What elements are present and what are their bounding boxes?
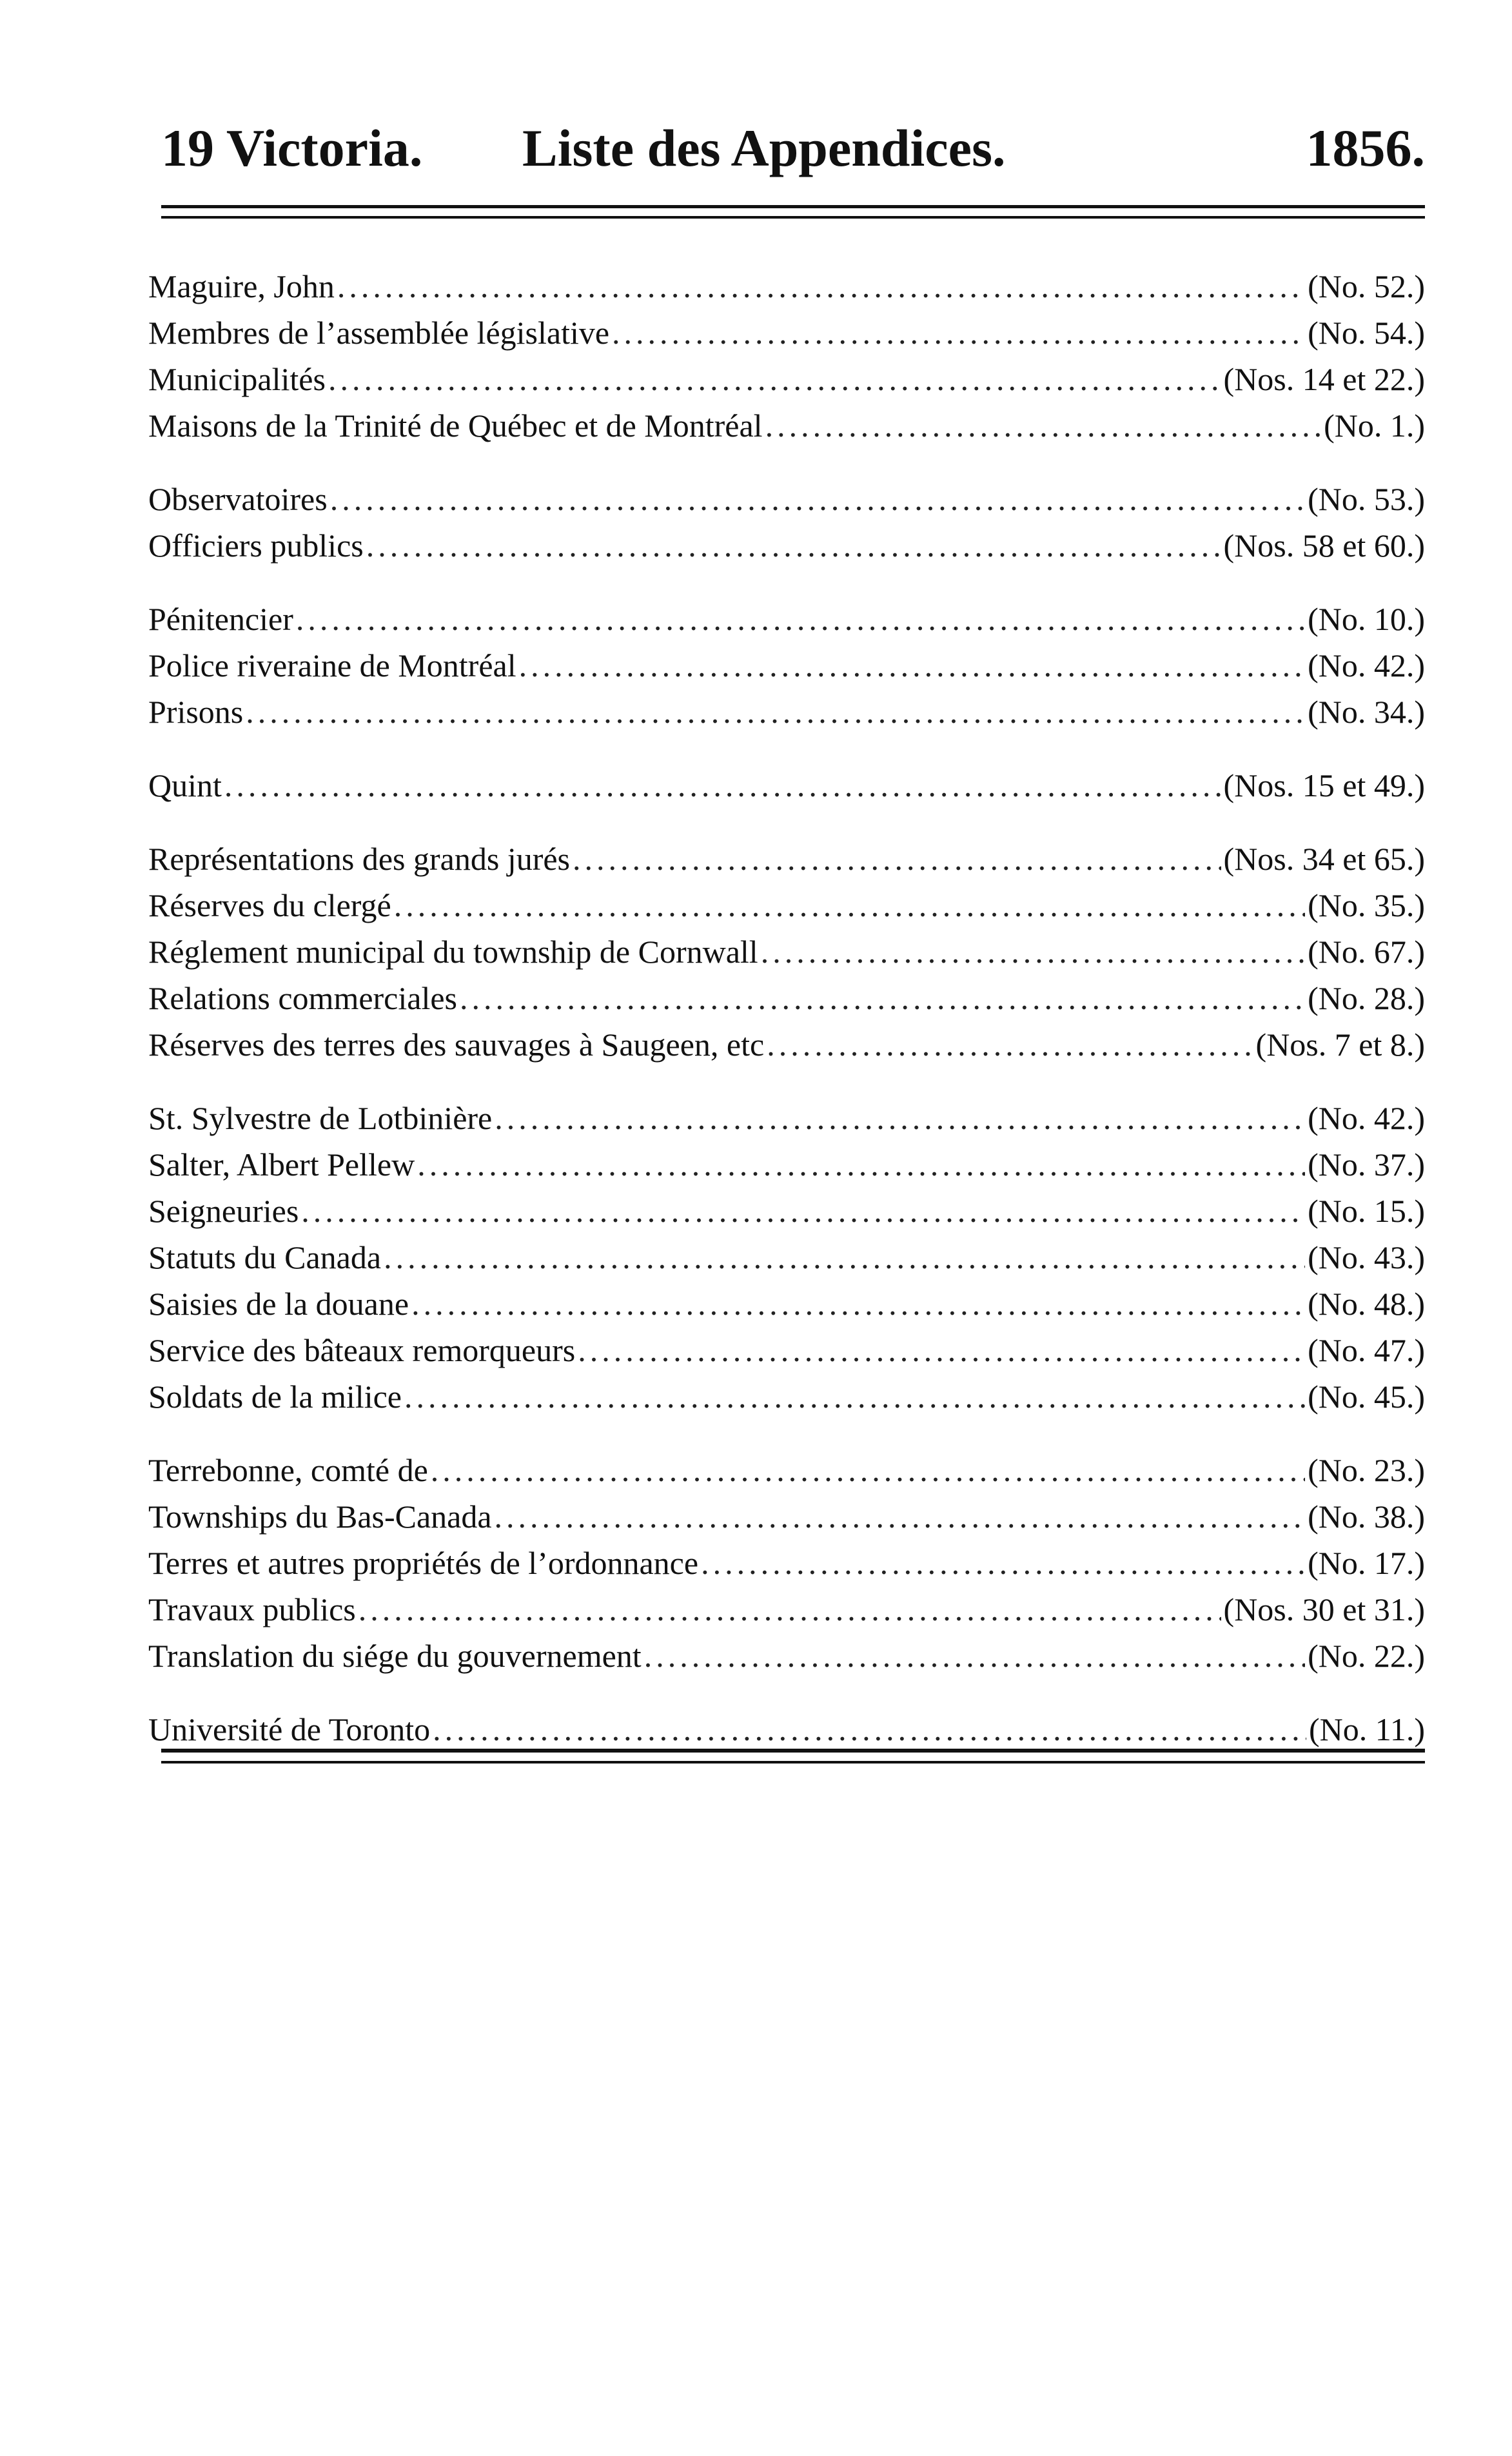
entry-reference: (No. 15.) — [1308, 1193, 1425, 1229]
dot-leader — [612, 309, 1305, 356]
footer-rule-lower — [161, 1761, 1425, 1763]
entry-name: St. Sylvestre de Lotbinière — [148, 1100, 493, 1136]
dot-leader — [301, 1188, 1305, 1234]
dot-leader — [460, 975, 1305, 1021]
entry-reference: (No. 38.) — [1308, 1498, 1425, 1535]
entry-reference: (No. 45.) — [1308, 1379, 1425, 1415]
dot-leader — [433, 1706, 1306, 1753]
dot-leader — [495, 1493, 1306, 1540]
entry-name: Représentations des grands jurés — [148, 841, 571, 877]
index-entry — [148, 1633, 1425, 1679]
index-entry — [148, 1373, 1425, 1420]
entry-name: Pénitencier — [148, 601, 293, 637]
entry-reference: (Nos. 34 et 65.) — [1223, 841, 1425, 877]
entry-name: Observatoires — [148, 481, 328, 517]
page-header — [161, 110, 1425, 187]
index-entry — [148, 356, 1425, 402]
entry-name: Quint — [148, 767, 222, 803]
entry-name: Soldats de la milice — [148, 1379, 402, 1415]
header-title: Liste des Appendices. — [522, 119, 1006, 177]
dot-leader — [644, 1633, 1305, 1679]
entry-reference: (No. 22.) — [1308, 1638, 1425, 1674]
index-entry — [148, 1540, 1425, 1586]
dot-leader — [404, 1373, 1305, 1420]
entry-reference: (No. 28.) — [1308, 980, 1425, 1016]
entry-name: Townships du Bas-Canada — [148, 1498, 492, 1535]
dot-leader — [519, 642, 1305, 689]
entry-reference: (No. 42.) — [1308, 647, 1425, 683]
header-rule-lower — [161, 216, 1425, 219]
dot-leader — [384, 1234, 1305, 1281]
dot-leader — [328, 356, 1221, 402]
entry-reference: (No. 47.) — [1308, 1332, 1425, 1368]
footer-rule-upper — [161, 1749, 1425, 1753]
entry-name: Seigneuries — [148, 1193, 299, 1229]
index-entry — [148, 1447, 1425, 1493]
index-entry — [148, 689, 1425, 735]
entry-reference: (No. 67.) — [1308, 934, 1425, 970]
entry-name: Relations commerciales — [148, 980, 458, 1016]
entry-name: Officiers publics — [148, 527, 364, 564]
entry-reference: (No. 53.) — [1308, 481, 1425, 517]
entry-name: Translation du siége du gouvernement — [148, 1638, 642, 1674]
entry-reference: (No. 43.) — [1308, 1239, 1425, 1275]
group-gap — [148, 1068, 1425, 1095]
entry-reference: (No. 17.) — [1308, 1545, 1425, 1581]
dot-leader — [394, 882, 1305, 928]
index-entry — [148, 522, 1425, 569]
entry-reference: (No. 54.) — [1308, 315, 1425, 351]
dot-leader — [366, 522, 1221, 569]
header-year: 1856. — [1306, 119, 1425, 177]
entry-reference: (No. 11.) — [1308, 1711, 1425, 1747]
appendix-index-list — [148, 263, 1425, 1753]
header-session: 19 Victoria. — [161, 119, 423, 177]
index-entry — [148, 476, 1425, 522]
index-entry — [148, 928, 1425, 975]
entry-name: Membres de l’assemblée législative — [148, 315, 610, 351]
dot-leader — [495, 1095, 1305, 1141]
entry-name: Travaux publics — [148, 1591, 356, 1627]
entry-reference: (No. 52.) — [1308, 268, 1425, 304]
index-entry — [148, 263, 1425, 309]
group-gap — [148, 809, 1425, 836]
entry-name: Réglement municipal du township de Cornwall — [148, 934, 758, 970]
index-entry — [148, 596, 1425, 642]
entry-name: Maisons de la Trinité de Québec et de Montréal — [148, 408, 763, 444]
entry-reference: (No. 48.) — [1308, 1286, 1425, 1322]
entry-reference: (No. 42.) — [1308, 1100, 1425, 1136]
dot-leader — [578, 1327, 1305, 1373]
entry-reference: (No. 34.) — [1308, 694, 1425, 730]
entry-reference: (Nos. 15 et 49.) — [1223, 767, 1425, 803]
entry-reference: (Nos. 58 et 60.) — [1223, 527, 1425, 564]
entry-reference: (No. 37.) — [1308, 1146, 1425, 1183]
entry-name: Prisons — [148, 694, 244, 730]
index-entry — [148, 1706, 1425, 1753]
index-entry — [148, 1327, 1425, 1373]
index-entry — [148, 762, 1425, 809]
index-entry — [148, 836, 1425, 882]
dot-leader — [431, 1447, 1305, 1493]
group-gap — [148, 1420, 1425, 1447]
index-entry — [148, 642, 1425, 689]
index-entry — [148, 1586, 1425, 1633]
dot-leader — [765, 402, 1322, 449]
entry-reference: (No. 35.) — [1308, 887, 1425, 923]
dot-leader — [573, 836, 1221, 882]
entry-reference: (No. 1.) — [1324, 408, 1425, 444]
entry-reference: (Nos. 14 et 22.) — [1223, 361, 1425, 397]
index-entry — [148, 1493, 1425, 1540]
index-entry — [148, 1095, 1425, 1141]
dot-leader — [358, 1586, 1221, 1633]
index-entry — [148, 975, 1425, 1021]
entry-reference: (No. 10.) — [1308, 601, 1425, 637]
dot-leader — [417, 1141, 1305, 1188]
index-entry — [148, 882, 1425, 928]
entry-name: Réserves des terres des sauvages à Saugeen, etc — [148, 1027, 765, 1063]
index-entry — [148, 1281, 1425, 1327]
dot-leader — [330, 476, 1305, 522]
entry-reference: (Nos. 7 et 8.) — [1255, 1027, 1425, 1063]
entry-name: Maguire, John — [148, 268, 335, 304]
index-entry — [148, 1188, 1425, 1234]
dot-leader — [761, 928, 1305, 975]
header-rule-upper — [161, 205, 1425, 208]
entry-name: Terrebonne, comté de — [148, 1452, 428, 1488]
index-entry — [148, 1141, 1425, 1188]
index-entry — [148, 309, 1425, 356]
entry-name: Terres et autres propriétés de l’ordonnance — [148, 1545, 699, 1581]
entry-name: Police riveraine de Montréal — [148, 647, 516, 683]
dot-leader — [411, 1281, 1305, 1327]
dot-leader — [767, 1021, 1253, 1068]
dot-leader — [701, 1540, 1305, 1586]
group-gap — [148, 735, 1425, 762]
index-entry — [148, 1021, 1425, 1068]
dot-leader — [246, 689, 1305, 735]
entry-reference: (No. 23.) — [1308, 1452, 1425, 1488]
dot-leader — [337, 263, 1305, 309]
entry-name: Salter, Albert Pellew — [148, 1146, 415, 1183]
group-gap — [148, 449, 1425, 476]
index-entry — [148, 402, 1425, 449]
group-gap — [148, 1679, 1425, 1706]
dot-leader — [296, 596, 1305, 642]
entry-name: Saisies de la douane — [148, 1286, 409, 1322]
entry-name: Municipalités — [148, 361, 326, 397]
entry-reference: (Nos. 30 et 31.) — [1223, 1591, 1425, 1627]
entry-name: Université de Toronto — [148, 1711, 431, 1747]
entry-name: Réserves du clergé — [148, 887, 391, 923]
entry-name: Service des bâteaux remorqueurs — [148, 1332, 576, 1368]
entry-name: Statuts du Canada — [148, 1239, 382, 1275]
group-gap — [148, 569, 1425, 596]
index-entry — [148, 1234, 1425, 1281]
dot-leader — [224, 762, 1221, 809]
